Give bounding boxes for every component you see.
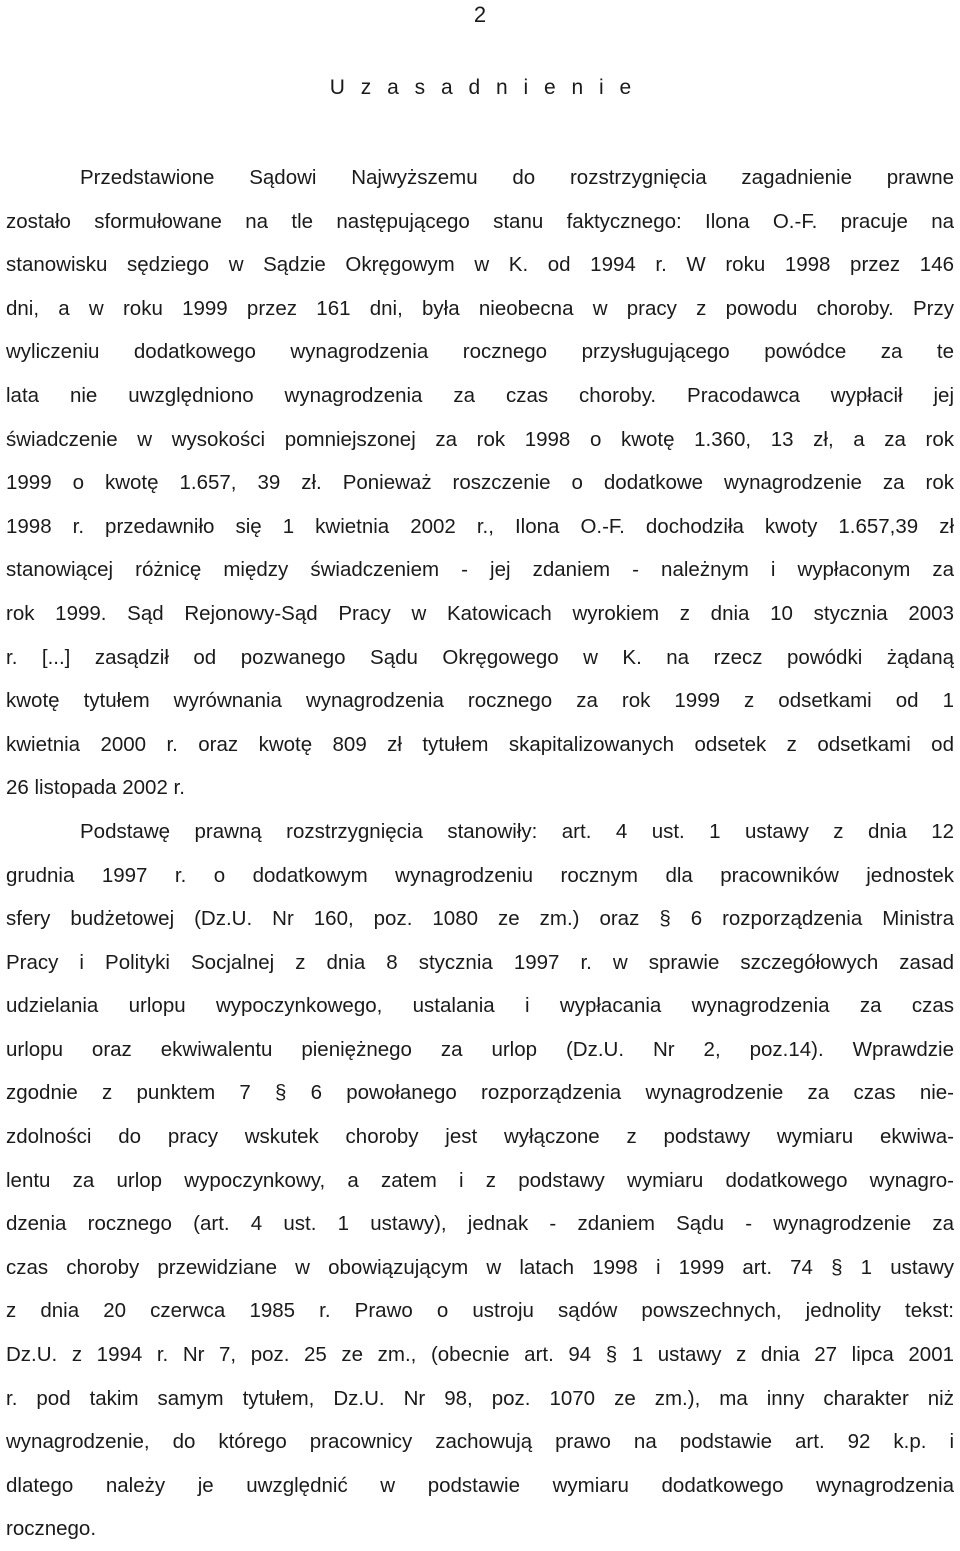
text-line: zgodnie z punktem 7 § 6 powołanego rozporządzenia wynagrodzenie za czas nie- [6,1081,954,1105]
text-line: 1999 o kwotę 1.657, 39 zł. Ponieważ roszczenie o dodatkowe wynagrodzenie za rok [6,471,954,495]
text-line: kwotę tytułem wyrównania wynagrodzenia rocznego za rok 1999 z odsetkami od 1 [6,689,954,713]
text-line: wyliczeniu dodatkowego wynagrodzenia rocznego przysługującego powódce za te [6,340,954,364]
paragraph-2 [6,810,954,1551]
text-line: stanowisku sędziego w Sądzie Okręgowym w K. od 1994 r. W roku 1998 przez 146 [6,253,954,277]
text-line: lentu za urlop wypoczynkowy, a zatem i z podstawy wymiaru dodatkowego wynagro- [6,1168,954,1192]
text-line: czas choroby przewidziane w obowiązującym w latach 1998 i 1999 art. 74 § 1 ustawy [6,1255,954,1279]
text-line: rocznego. [6,1517,97,1541]
text-line: sfery budżetowej (Dz.U. Nr 160, poz. 1080 ze zm.) oraz § 6 rozporządzenia Ministra [6,907,954,931]
text-line: Podstawę prawną rozstrzygnięcia stanowiły: art. 4 ust. 1 ustawy z dnia 12 [80,819,954,843]
text-line: Dz.U. z 1994 r. Nr 7, poz. 25 ze zm., (obecnie art. 94 § 1 ustawy z dnia 27 lipca 2001 [6,1343,954,1367]
text-line: lata nie uwzględniono wynagrodzenia za czas choroby. Pracodawca wypłacił jej [6,383,954,407]
text-line: udzielania urlopu wypoczynkowego, ustalania i wypłacania wynagrodzenia za czas [6,994,954,1018]
text-line: r. pod takim samym tytułem, Dz.U. Nr 98, poz. 1070 ze zm.), ma inny charakter niż [6,1386,954,1410]
text-line: 1998 r. przedawniło się 1 kwietnia 2002 r., Ilona O.-F. dochodziła kwoty 1.657,39 zł [6,514,954,538]
text-line: Przedstawione Sądowi Najwyższemu do rozstrzygnięcia zagadnienie prawne [80,166,954,189]
text-line: stanowiącej różnicę między świadczeniem - jej zdaniem - należnym i wypłaconym za [6,558,954,582]
text-line: 26 listopada 2002 r. [6,776,185,800]
text-line: urlopu oraz ekwiwalentu pieniężnego za urlop (Dz.U. Nr 2, poz.14). Wprawdzie [6,1037,954,1061]
text-line: r. [...] zasądził od pozwanego Sądu Okręgowego w K. na rzecz powódki żądaną [6,645,954,669]
text-line: rok 1999. Sąd Rejonowy-Sąd Pracy w Katowicach wyrokiem z dnia 10 stycznia 2003 [6,601,954,625]
text-line: zostało sformułowane na tle następującego stanu faktycznego: Ilona O.-F. pracuje na [6,209,954,233]
paragraph-1 [6,156,954,810]
text-line: dlatego należy je uwzględnić w podstawie wymiaru dodatkowego wynagrodzenia [6,1473,954,1497]
text-line: kwietnia 2000 r. oraz kwotę 809 zł tytułem skapitalizowanych odsetek z odsetkami od [6,732,954,756]
text-line: świadczenie w wysokości pomniejszonej za rok 1998 o kwotę 1.360, 13 zł, a za rok [6,427,954,451]
text-line: wynagrodzenie, do którego pracownicy zachowują prawo na podstawie art. 92 k.p. i [6,1430,954,1454]
text-line: dni, a w roku 1999 przez 161 dni, była nieobecna w pracy z powodu choroby. Przy [6,296,954,320]
text-line: Pracy i Polityki Socjalnej z dnia 8 stycznia 1997 r. w sprawie szczegółowych zasad [6,950,954,974]
document-body [6,156,954,1551]
text-line: dzenia rocznego (art. 4 ust. 1 ustawy), jednak - zdaniem Sądu - wynagrodzenie za [6,1212,954,1236]
text-line: z dnia 20 czerwca 1985 r. Prawo o ustroju sądów powszechnych, jednolity tekst: [6,1299,954,1323]
text-line: zdolności do pracy wskutek choroby jest wyłączone z podstawy wymiaru ekwiwa- [6,1125,954,1149]
text-line: grudnia 1997 r. o dodatkowym wynagrodzeniu rocznym dla pracowników jednostek [6,863,954,887]
document-title: U z a s a d n i e n i e [329,76,637,99]
page-number: 2 [473,2,487,27]
